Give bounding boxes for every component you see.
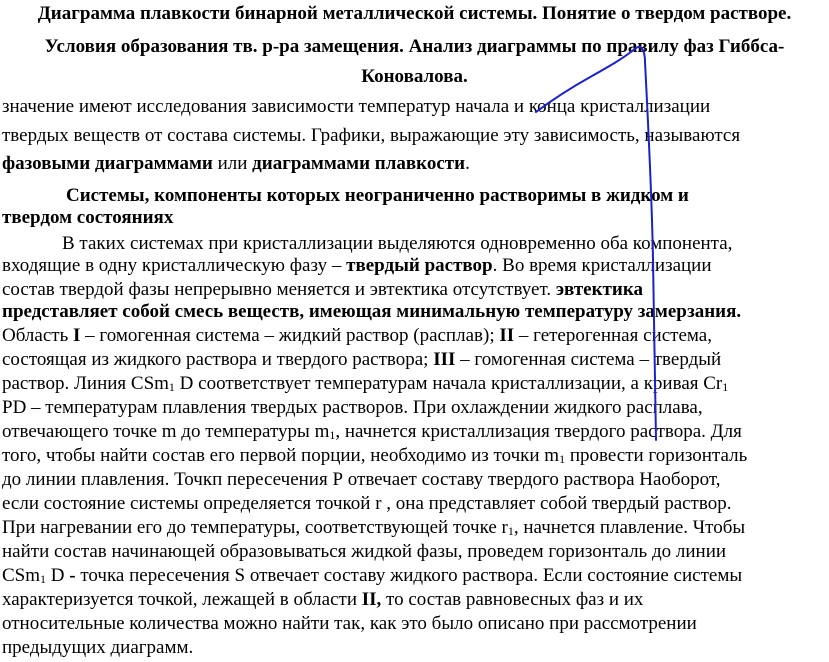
body-line-15: CSm$_1$ D - точка пересечения S отвечает составу жидкого раствора. Если состояние системы [2, 565, 743, 586]
body-line-12: если состояние системы определяется точкой r , она представляет собой твердый раствор. [2, 493, 732, 514]
body-line-4: представляет собой смесь веществ, имеющая минимальную температуру замерзания. [2, 301, 742, 322]
body-line-8: PD – температурам плавления твердых растворов. При охлаждении жидкого расплава, [2, 397, 703, 418]
body-line-11: до линии плавления. Точкп пересечения Р отвечает составу твердого раствора Наоборот, [2, 469, 721, 490]
body-line-2: входящие в одну кристаллическую фазу – твердый раствор. Во время кристаллизации [2, 255, 712, 276]
section-heading-line-2: твердом состояниях [2, 207, 174, 228]
body-line-6: состоящая из жидкого раствора и твердого раствора; III – гомогенная система – твердый [2, 349, 722, 370]
section-heading-line-1: Системы, компоненты которых неограниченно растворимы в жидком и [66, 185, 689, 206]
body-line-1: В таких системах при кристаллизации выделяются одновременно оба компонента, [62, 233, 733, 254]
title-line-2: Условия образования тв. р-ра замещения. Анализ диаграммы по правилу фаз Гиббса- [44, 36, 785, 57]
body-line-18: предыдущих диаграмм. [2, 637, 194, 658]
body-line-9: отвечающего точке m до температуры $m_1$, начнется кристаллизация твердого раствора. Для [2, 421, 742, 442]
intro-line-2: твердых веществ от состава системы. Графики, выражающие эту зависимость, называются [2, 125, 741, 146]
body-line-17: относительные количества можно найти так, как это было описано при рассмотрении [2, 613, 697, 634]
body-line-5: Область I – гомогенная система – жидкий раствор (расплав); II – гетерогенная система, [2, 325, 712, 346]
term-eutectic: эвтектика [555, 279, 643, 300]
title-line-3: Коновалова. [361, 66, 468, 87]
body-line-3: состав твердой фазы непрерывно меняется и эвтектика отсутствует. эвтектика [2, 279, 643, 300]
term-melting-diagrams: диаграммами плавкости [252, 153, 466, 174]
body-line-10: того, чтобы найти состав его первой порции, необходимо из точки $m_1$ провести горизонталь [2, 445, 748, 466]
body-line-16: характеризуется точкой, лежащей в области II, то состав равновесных фаз и их [2, 589, 644, 610]
body-line-13: При нагревании его до температуры, соответствующей точке $r_1$, начнется плавление. Чтобы [2, 517, 746, 538]
intro-line-3: фазовыми диаграммами или диаграммами плавкости. [2, 153, 470, 174]
term-phase-diagrams: фазовыми диаграммами [2, 153, 213, 174]
intro-line-1: значение имеют исследования зависимости температур начала и конца кристаллизации [2, 96, 711, 117]
body-line-7: раствор. Линия CSm$_1$ D соответствует температурам начала кристаллизации, а кривая $Cr_1$ [2, 373, 729, 394]
term-solid-solution: твердый раствор [346, 255, 493, 276]
title-line-1: Диаграмма плавкости бинарной металлической системы. Понятие о твердом растворе. [37, 3, 792, 24]
body-line-14: найти состав начинающей образовываться жидкой фазы, проведем горизонталь до линии [2, 541, 727, 562]
